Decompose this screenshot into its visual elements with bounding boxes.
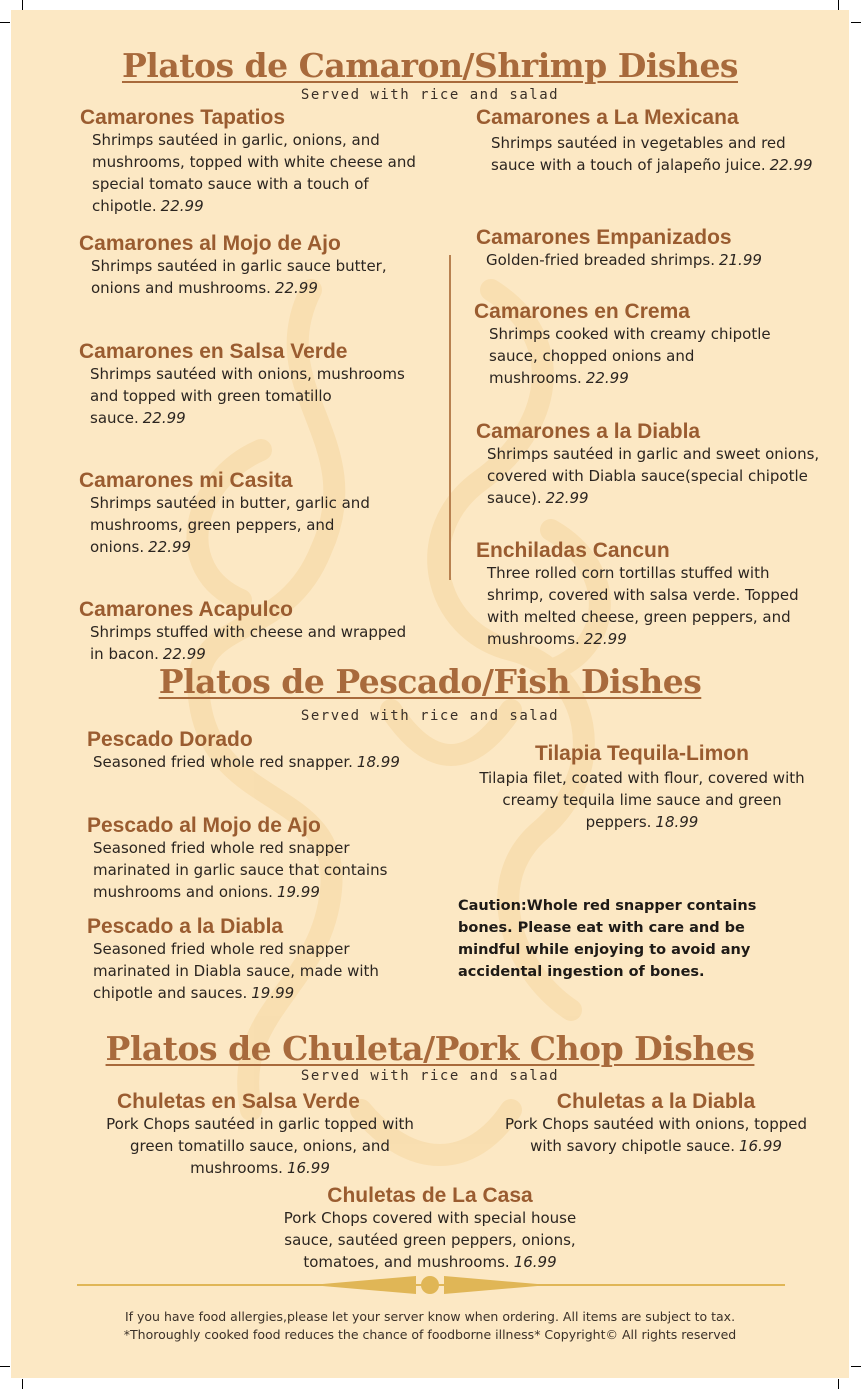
dish-camarones-empanizados — [476, 226, 816, 271]
dish-tilapia-tequila-limon — [477, 742, 807, 833]
dish-price: 19.99 — [276, 883, 320, 902]
dish-pescado-diabla — [87, 915, 407, 1004]
dish-camarones-diabla — [476, 420, 821, 509]
crop-mark — [22, 1379, 23, 1389]
menu-page — [11, 10, 849, 1378]
dish-chuletas-salsa-verde — [95, 1090, 425, 1179]
footer-allergy-line: If you have food allergies,please let your server know when ordering. All items are subject to tax. — [124, 1309, 736, 1324]
footer-notice — [11, 1308, 849, 1344]
dish-price: 22.99 — [545, 489, 589, 508]
crop-mark — [838, 0, 839, 10]
crop-mark — [0, 1366, 10, 1367]
dish-price: 18.99 — [356, 753, 400, 772]
dish-description: Shrimps sautéed in garlic and sweet onions, covered with Diabla sauce(special chipotle sauce). 22.99 — [487, 445, 820, 508]
dish-name: Tilapia Tequila-Limon — [535, 742, 749, 765]
dish-camarones-mi-casita — [79, 469, 419, 558]
section-title-pork: Platos de Chuleta/Pork Chop Dishes — [105, 1029, 755, 1068]
dish-name: Camarones a La Mexicana — [476, 106, 739, 129]
dish-camarones-mexicana — [476, 106, 816, 176]
dish-description: Shrimps sautéed in butter, garlic and mushrooms, green peppers, and onions. 22.99 — [90, 494, 370, 557]
section-subtitle-pork: Served with rice and salad — [300, 1068, 560, 1084]
dish-name: Camarones en Crema — [474, 300, 690, 323]
dish-price: 22.99 — [148, 538, 192, 557]
crop-mark — [851, 1366, 861, 1367]
dish-price: 22.99 — [769, 156, 813, 175]
dish-description: Shrimps sautéed in vegetables and red sauce with a touch of jalapeño juice. 22.99 — [491, 134, 813, 175]
dish-name: Camarones Acapulco — [79, 598, 293, 621]
dish-camarones-acapulco — [79, 598, 424, 665]
dish-price: 21.99 — [718, 251, 762, 270]
caution-note: Caution:Whole red snapper contains bones. Please eat with care and be mindful while enjoying to avoid any accidental ingestion of bones. — [458, 898, 757, 980]
section-subtitle-shrimp: Served with rice and salad — [300, 87, 560, 103]
dish-price: 16.99 — [513, 1253, 557, 1272]
dish-description: Shrimps sautéed in garlic sauce butter, onions and mushrooms. 22.99 — [91, 257, 387, 298]
dish-price: 16.99 — [286, 1159, 330, 1178]
dish-chuletas-diabla — [495, 1090, 817, 1157]
footer-copyright-line: *Thoroughly cooked food reduces the chance of foodborne illness* Copyright© All rights reserved — [123, 1327, 737, 1342]
dish-chuletas-de-la-casa — [275, 1184, 585, 1273]
dish-description: Three rolled corn tortillas stuffed with shrimp, covered with salsa verde. Topped with melted cheese, green peppers, and mushrooms. 22.99 — [487, 564, 799, 649]
dish-camarones-mojo-de-ajo — [79, 232, 419, 299]
dish-enchiladas-cancun — [476, 539, 821, 650]
dish-camarones-en-crema — [474, 300, 814, 389]
dish-price: 22.99 — [160, 197, 204, 216]
column-divider — [449, 255, 451, 580]
dish-name: Chuletas en Salsa Verde — [117, 1090, 360, 1113]
dish-name: Camarones Empanizados — [476, 226, 732, 249]
crop-mark — [0, 22, 10, 23]
dish-name: Camarones mi Casita — [79, 469, 293, 492]
dish-name: Chuletas a la Diabla — [556, 1090, 756, 1113]
crop-mark — [838, 1379, 839, 1389]
dish-description: Shrimps sautéed in garlic, onions, and mushrooms, topped with white cheese and special tomato sauce with a touch of chipotle. 22.99 — [92, 131, 416, 216]
dish-price: 22.99 — [142, 409, 186, 428]
crop-mark — [851, 22, 861, 23]
dish-name: Pescado a la Diabla — [87, 915, 284, 938]
dish-description: Tilapia filet, coated with flour, covered with creamy tequila lime sauce and green peppers. 18.99 — [479, 769, 805, 832]
dish-name: Camarones Tapatios — [80, 106, 286, 129]
dish-description: Pork Chops sautéed in garlic topped with green tomatillo sauce, onions, and mushrooms. 16.99 — [106, 1115, 414, 1178]
dish-description: Seasoned fried whole red snapper. 18.99 — [93, 753, 400, 772]
dish-name: Camarones al Mojo de Ajo — [79, 232, 341, 255]
dish-name: Camarones en Salsa Verde — [79, 340, 348, 363]
dish-pescado-dorado — [87, 728, 407, 773]
dish-description: Seasoned fried whole red snapper marinated in Diabla sauce, made with chipotle and sauces. 19.99 — [93, 940, 379, 1003]
dish-description: Pork Chops sautéed with onions, topped with savory chipotle sauce. 16.99 — [504, 1115, 808, 1156]
dish-name: Pescado al Mojo de Ajo — [87, 814, 321, 837]
dish-price: 22.99 — [274, 279, 318, 298]
dish-name: Enchiladas Cancun — [476, 539, 670, 562]
dish-price: 18.99 — [655, 813, 699, 832]
dish-description: Shrimps sautéed with onions, mushrooms and topped with green tomatillo sauce. 22.99 — [90, 365, 405, 428]
dish-description: Shrimps cooked with creamy chipotle sauce, chopped onions and mushrooms. 22.99 — [489, 325, 771, 388]
dish-price: 19.99 — [251, 984, 295, 1003]
section-subtitle-fish: Served with rice and salad — [300, 708, 560, 724]
dish-camarones-tapatios — [80, 106, 420, 217]
dish-name: Pescado Dorado — [87, 728, 253, 751]
dish-camarones-salsa-verde — [79, 340, 424, 429]
dish-description: Golden-fried breaded shrimps. 21.99 — [486, 251, 762, 270]
dish-pescado-mojo-de-ajo — [87, 814, 407, 903]
dish-description: Seasoned fried whole red snapper marinated in garlic sauce that contains mushrooms and onions. 19.99 — [93, 839, 388, 902]
dish-description: Pork Chops covered with special house sauce, sautéed green peppers, onions, tomatoes, and mushrooms. 16.99 — [283, 1209, 577, 1272]
section-title-shrimp: Platos de Camaron/Shrimp Dishes — [121, 46, 739, 85]
dish-price: 22.99 — [585, 369, 629, 388]
dish-price: 22.99 — [583, 630, 627, 649]
dish-name: Chuletas de La Casa — [327, 1184, 533, 1207]
dish-description: Shrimps stuffed with cheese and wrapped in bacon. 22.99 — [90, 623, 407, 664]
dish-name: Camarones a la Diabla — [476, 420, 701, 443]
crop-mark — [22, 0, 23, 10]
dish-price: 16.99 — [738, 1137, 782, 1156]
dish-price: 22.99 — [162, 645, 206, 664]
section-title-fish: Platos de Pescado/Fish Dishes — [158, 662, 702, 701]
